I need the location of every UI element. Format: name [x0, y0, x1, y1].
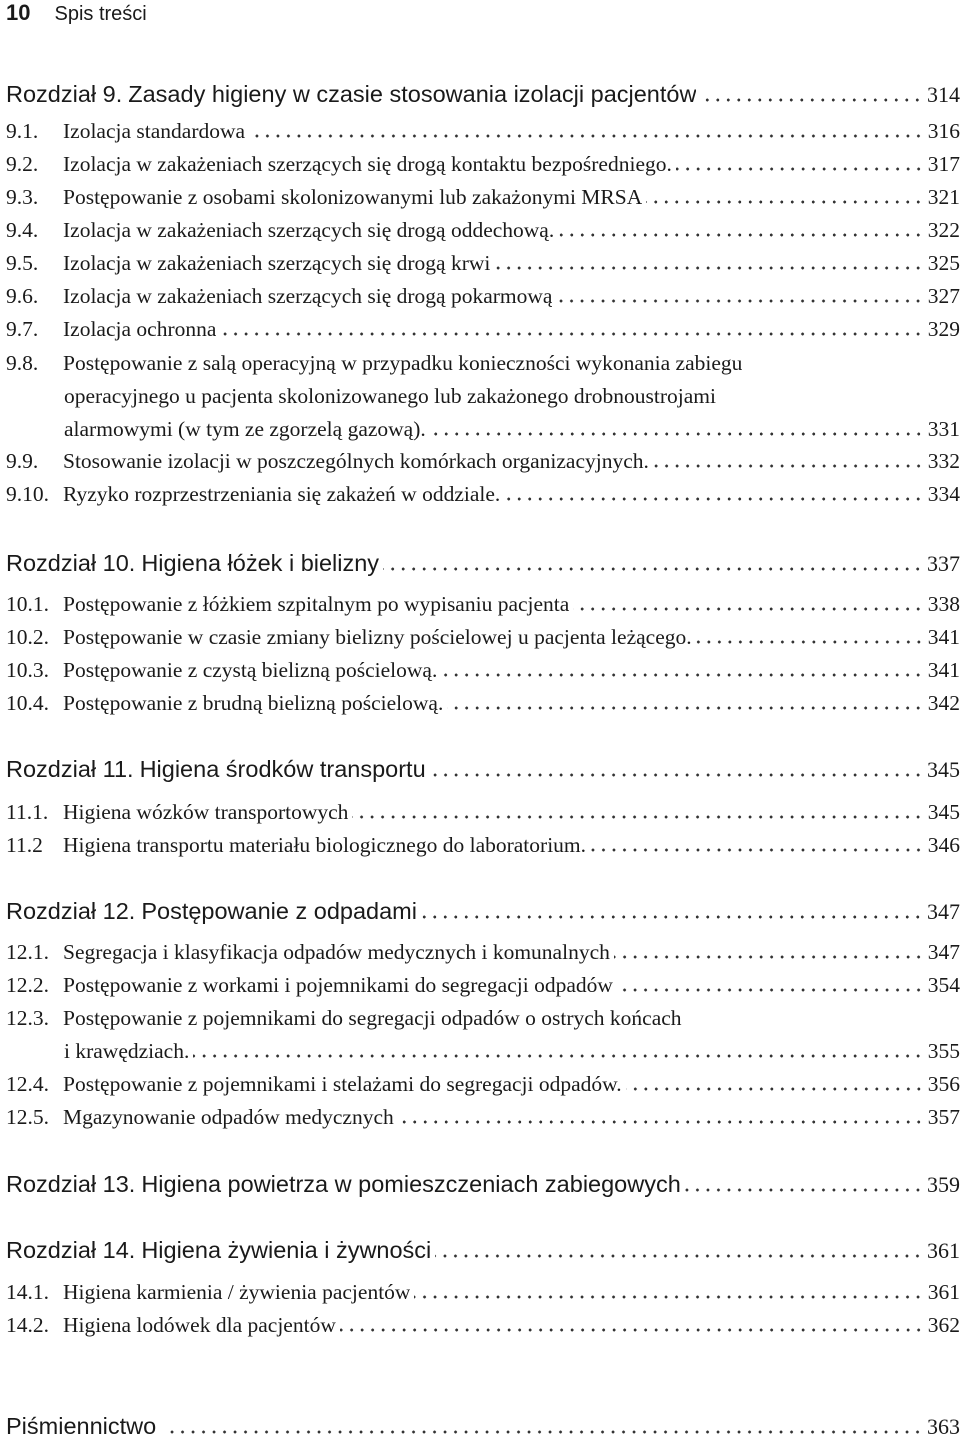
dot-leader	[504, 497, 923, 501]
entry-page-number: 321	[927, 185, 960, 209]
entry-number: 14.2.	[6, 1313, 49, 1337]
dot-leader	[220, 332, 923, 336]
dot-leader	[626, 1087, 924, 1091]
entry-page-number: 342	[927, 691, 960, 715]
toc-section-entry	[6, 114, 960, 144]
entry-page-number: 347	[927, 940, 960, 964]
entry-page-number: 363	[927, 1414, 960, 1439]
dot-leader	[352, 815, 923, 819]
dot-leader	[700, 98, 923, 102]
toc-section-entry	[6, 828, 960, 858]
entry-number: Rozdział 11.	[6, 756, 134, 782]
dot-leader	[414, 1295, 923, 1299]
entry-page-number: 347	[927, 899, 960, 924]
toc-section-entry	[6, 1100, 960, 1130]
entry-title: Zasady higieny w czasie stosowania izolacji pacjentów	[128, 81, 697, 107]
toc-section-entry	[6, 477, 960, 507]
entry-number: 9.10.	[6, 482, 49, 506]
toc-section-entry	[6, 279, 960, 309]
entry-page-number: 341	[927, 658, 960, 682]
entry-page-number: 317	[927, 152, 960, 176]
dot-leader	[590, 848, 924, 852]
entry-number: Rozdział 10.	[6, 550, 136, 576]
dot-leader	[435, 1254, 923, 1258]
toc-section-entry	[6, 444, 960, 474]
entry-number: 9.3.	[6, 185, 39, 209]
entry-title-continuation	[64, 379, 960, 409]
toc-section-entry	[6, 213, 960, 243]
toc-chapter-entry	[6, 747, 960, 783]
entry-page-number: 341	[927, 625, 960, 649]
entry-page-number: 331	[927, 417, 960, 441]
entry-number: 12.2.	[6, 973, 49, 997]
entry-page-number: 355	[927, 1039, 960, 1063]
entry-page-number: 337	[927, 551, 960, 576]
entry-title-line: alarmowymi (w tym ze zgorzelą gazową).	[64, 417, 426, 441]
entry-page-number: 346	[927, 833, 960, 857]
entry-page-number: 334	[927, 482, 960, 506]
dot-leader	[696, 640, 924, 644]
entry-title: Higiena środków transportu	[139, 756, 426, 782]
entry-title: Postępowanie z brudną bielizną pościelową.	[63, 691, 444, 715]
entry-title: Stosowanie izolacji w poszczególnych komórkach organizacyjnych.	[63, 449, 649, 473]
entry-number: Rozdział 14.	[6, 1237, 136, 1263]
dot-leader	[340, 1328, 924, 1332]
dot-leader	[430, 432, 924, 436]
dot-leader	[441, 673, 923, 677]
entry-number: 11.1.	[6, 800, 49, 824]
entry-number: 9.2.	[6, 152, 39, 176]
entry-title: Segregacja i klasyfikacja odpadów medycznych i komunalnych	[63, 940, 610, 964]
entry-title: Ryzyko rozprzestrzeniania się zakażeń w oddziale.	[63, 482, 501, 506]
entry-title: Higiena wózków transportowych	[63, 800, 349, 824]
dot-leader	[166, 1430, 923, 1434]
toc-section-entry	[6, 246, 960, 276]
entry-title: Izolacja standardowa	[63, 119, 246, 143]
entry-title: Higiena powietrza w pomieszczeniach zabiegowych	[141, 1171, 681, 1197]
dot-leader	[614, 955, 924, 959]
toc-section-entry	[6, 1308, 960, 1338]
entry-number: 9.1.	[6, 119, 39, 143]
toc-chapter-entry	[6, 889, 960, 925]
dot-leader	[617, 988, 924, 992]
entry-page-number: 332	[927, 449, 960, 473]
entry-number: 9.7.	[6, 317, 39, 341]
toc-section-entry	[6, 620, 960, 650]
entry-title-continuation	[64, 412, 960, 442]
dot-leader	[421, 915, 923, 919]
dot-leader	[573, 607, 923, 611]
entry-number: 12.5.	[6, 1105, 49, 1129]
entry-number: 10.4.	[6, 691, 49, 715]
entry-number: 12.3.	[6, 1006, 49, 1030]
dot-leader	[646, 200, 924, 204]
entry-number: Rozdział 9.	[6, 81, 123, 107]
entry-title: Postępowanie z odpadami	[141, 898, 417, 924]
entry-title: Higiena transportu materiału biologicznego do laboratorium.	[63, 833, 587, 857]
entry-page-number: 327	[927, 284, 960, 308]
entry-title: Postępowanie w czasie zmiany bielizny pościelowej u pacjenta leżącego.	[63, 625, 692, 649]
entry-title: Izolacja w zakażeniach szerzących się drogą krwi	[63, 251, 491, 275]
entry-page-number: 325	[927, 251, 960, 275]
entry-page-number: 354	[927, 973, 960, 997]
entry-title: Mgazynowanie odpadów medycznych	[63, 1105, 394, 1129]
entry-page-number: 338	[927, 592, 960, 616]
entry-title: Postępowanie z workami i pojemnikami do segregacji odpadów	[63, 973, 613, 997]
entry-number: 10.2.	[6, 625, 49, 649]
dot-leader	[685, 1188, 923, 1192]
entry-title-line: operacyjnego u pacjenta skolonizowanego lub zakażonego drobnoustrojami	[64, 384, 716, 408]
entry-title: Higiena karmienia / żywienia pacjentów	[63, 1280, 411, 1304]
toc-chapter-entry	[6, 1404, 960, 1440]
entry-title: Izolacja w zakażeniach szerzących się drogą pokarmową	[63, 284, 553, 308]
page-number: 10	[6, 0, 31, 25]
entry-number: 10.3.	[6, 658, 49, 682]
entry-number: 11.2	[6, 833, 43, 857]
toc-chapter-entry	[6, 541, 960, 577]
entry-title: Postępowanie z łóżkiem szpitalnym po wypisaniu pacjenta	[63, 592, 570, 616]
toc-section-entry	[6, 968, 960, 998]
entry-number: 9.6.	[6, 284, 39, 308]
dot-leader	[676, 167, 924, 171]
toc-chapter-entry	[6, 72, 960, 108]
dot-leader	[558, 233, 924, 237]
entry-title: Postępowanie z osobami skolonizowanymi lub zakażonymi MRSA	[63, 185, 643, 209]
toc-section-entry	[6, 1067, 960, 1097]
running-title: Spis treści	[54, 3, 147, 25]
entry-title: Higiena żywienia i żywności	[141, 1237, 432, 1263]
entry-number: 12.1.	[6, 940, 49, 964]
toc-chapter-entry	[6, 1228, 960, 1264]
entry-number: 9.4.	[6, 218, 39, 242]
entry-title-continuation	[64, 1034, 960, 1064]
entry-number: 9.5.	[6, 251, 39, 275]
entry-number: Rozdział 12.	[6, 898, 136, 924]
entry-page-number: 361	[927, 1280, 960, 1304]
toc-chapter-entry	[6, 1162, 960, 1198]
entry-page-number: 345	[927, 757, 960, 782]
entry-page-number: 329	[927, 317, 960, 341]
toc-section-entry	[6, 180, 960, 210]
dot-leader	[398, 1120, 924, 1124]
dot-leader	[653, 464, 924, 468]
entry-title: Postępowanie z czystą bielizną pościelową.	[63, 658, 438, 682]
toc-section-entry	[6, 686, 960, 716]
dot-leader	[430, 773, 923, 777]
entry-page-number: 357	[927, 1105, 960, 1129]
entry-page-number: 361	[927, 1238, 960, 1263]
entry-page-number: 316	[927, 119, 960, 143]
page-header	[6, 0, 147, 30]
entry-page-number: 356	[927, 1072, 960, 1096]
entry-page-number: 345	[927, 800, 960, 824]
entry-title: Izolacja ochronna	[63, 317, 217, 341]
entry-page-number: 322	[927, 218, 960, 242]
entry-title: Postępowanie z pojemnikami i stelażami do segregacji odpadów.	[63, 1072, 622, 1096]
dot-leader	[383, 567, 923, 571]
toc-section-entry	[6, 312, 960, 342]
entry-title: Izolacja w zakażeniach szerzących się drogą kontaktu bezpośredniego.	[63, 152, 672, 176]
toc-section-entry	[6, 935, 960, 965]
entry-number: 9.8.	[6, 351, 39, 375]
entry-title: Higiena lodówek dla pacjentów	[63, 1313, 336, 1337]
entry-title: Higiena łóżek i bielizny	[141, 550, 380, 576]
entry-number: Piśmiennictwo	[6, 1413, 157, 1439]
entry-number: 14.1.	[6, 1280, 49, 1304]
toc-section-entry	[6, 346, 960, 376]
dot-leader	[556, 299, 923, 303]
toc-section-entry	[6, 587, 960, 617]
toc-section-entry	[6, 1001, 960, 1031]
entry-number: 10.1.	[6, 592, 49, 616]
entry-title: Postępowanie z pojemnikami do segregacji odpadów o ostrych końcach	[63, 1006, 682, 1030]
dot-leader	[193, 1054, 923, 1058]
entry-title-line: i krawędziach.	[64, 1039, 190, 1063]
toc-section-entry	[6, 147, 960, 177]
entry-title: Izolacja w zakażeniach szerzących się drogą oddechową.	[63, 218, 555, 242]
entry-number: 12.4.	[6, 1072, 49, 1096]
dot-leader	[447, 706, 923, 710]
entry-number: 9.9.	[6, 449, 39, 473]
toc-section-entry	[6, 795, 960, 825]
entry-page-number: 314	[927, 82, 960, 107]
dot-leader	[249, 134, 924, 138]
dot-leader	[494, 266, 923, 270]
toc-section-entry	[6, 653, 960, 683]
entry-page-number: 362	[927, 1313, 960, 1337]
entry-page-number: 359	[927, 1172, 960, 1197]
entry-title: Postępowanie z salą operacyjną w przypadku konieczności wykonania zabiegu	[63, 351, 743, 375]
toc-section-entry	[6, 1275, 960, 1305]
entry-number: Rozdział 13.	[6, 1171, 136, 1197]
